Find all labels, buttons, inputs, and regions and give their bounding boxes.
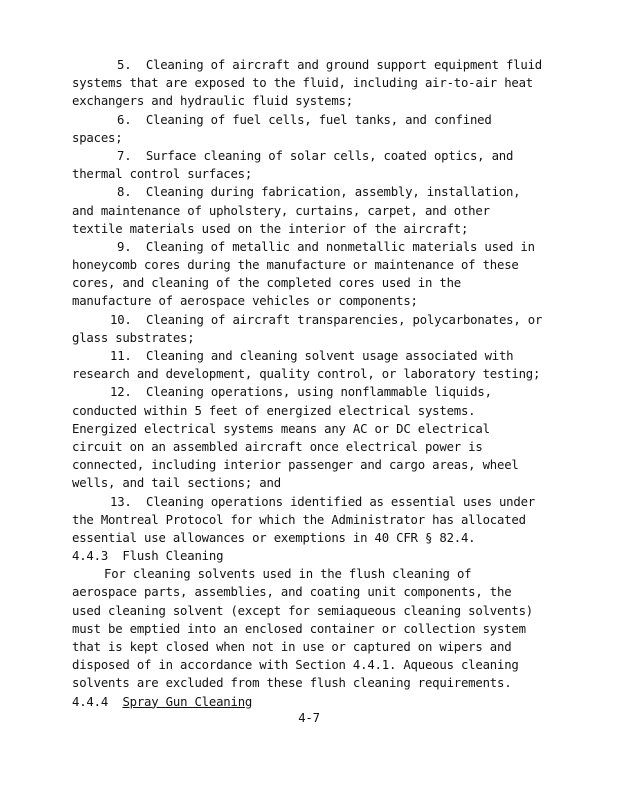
list-item-13: 13. Cleaning operations identified as essential uses under <box>110 494 535 509</box>
text-line: essential use allowances or exemptions in 40 CFR § 82.4. <box>72 530 476 545</box>
list-item-10: 10. Cleaning of aircraft transparencies, polycarbonates, or <box>110 312 543 327</box>
text-line: connected, including interior passenger and cargo areas, wheel <box>72 458 519 473</box>
text-line: disposed of in accordance with Section 4.4.1. Aqueous cleaning <box>72 658 519 673</box>
text-line: manufacture of aerospace vehicles or components; <box>72 294 418 309</box>
list-item-6: 6. Cleaning of fuel cells, fuel tanks, and confined <box>117 112 492 127</box>
text-line: systems that are exposed to the fluid, including air-to-air heat <box>72 76 534 91</box>
page-number: 4-7 <box>298 711 320 725</box>
text-line: the Montreal Protocol for which the Administrator has allocated <box>72 512 526 527</box>
text-line: wells, and tail sections; and <box>72 476 281 491</box>
text-line: textile materials used on the interior of the aircraft; <box>72 221 469 236</box>
body-text <box>72 56 550 711</box>
text-line: solvents are excluded from these flush cleaning requirements. <box>72 676 512 691</box>
text-line: research and development, quality control, or laboratory testing; <box>72 367 541 382</box>
text-line: thermal control surfaces; <box>72 167 253 182</box>
text-line: spaces; <box>72 130 123 145</box>
text-line: must be emptied into an enclosed container or collection system <box>72 621 526 636</box>
list-item-11: 11. Cleaning and cleaning solvent usage associated with <box>110 349 514 363</box>
paragraph-start: For cleaning solvents used in the flush cleaning of <box>104 567 472 582</box>
text-line: that is kept closed when not in use or captured on wipers and <box>72 640 512 654</box>
list-item-8: 8. Cleaning during fabrication, assembly, installation, <box>117 185 521 200</box>
text-line: exchangers and hydraulic fluid systems; <box>72 94 353 109</box>
text-line: honeycomb cores during the manufacture or maintenance of these <box>72 258 519 273</box>
list-item-7: 7. Surface cleaning of solar cells, coated optics, and <box>117 148 514 163</box>
section-heading-4-4-3: 4.4.3 Flush Cleaning <box>72 549 224 564</box>
text-line: and maintenance of upholstery, curtains, carpet, and other <box>72 203 490 218</box>
section-number: 4.4.4 <box>72 694 123 709</box>
text-line: glass substrates; <box>72 330 195 345</box>
text-line: circuit on an assembled aircraft once electrical power is <box>72 439 483 454</box>
text-line: aerospace parts, assemblies, and coating unit components, the <box>72 585 512 600</box>
text-line: conducted within 5 feet of energized electrical systems. <box>72 403 476 418</box>
list-item-12: 12. Cleaning operations, using nonflammable liquids, <box>110 385 492 400</box>
text-line: cores, and cleaning of the completed cores used in the <box>72 276 461 291</box>
list-item-9: 9. Cleaning of metallic and nonmetallic materials used in <box>117 239 535 254</box>
text-line: Energized electrical systems means any AC or DC electrical <box>72 421 490 436</box>
list-item-5: 5. Cleaning of aircraft and ground support equipment fluid <box>117 58 542 72</box>
text-line: used cleaning solvent (except for semiaqueous cleaning solvents) <box>72 603 534 618</box>
section-title-underlined: Spray Gun Cleaning <box>122 694 253 709</box>
